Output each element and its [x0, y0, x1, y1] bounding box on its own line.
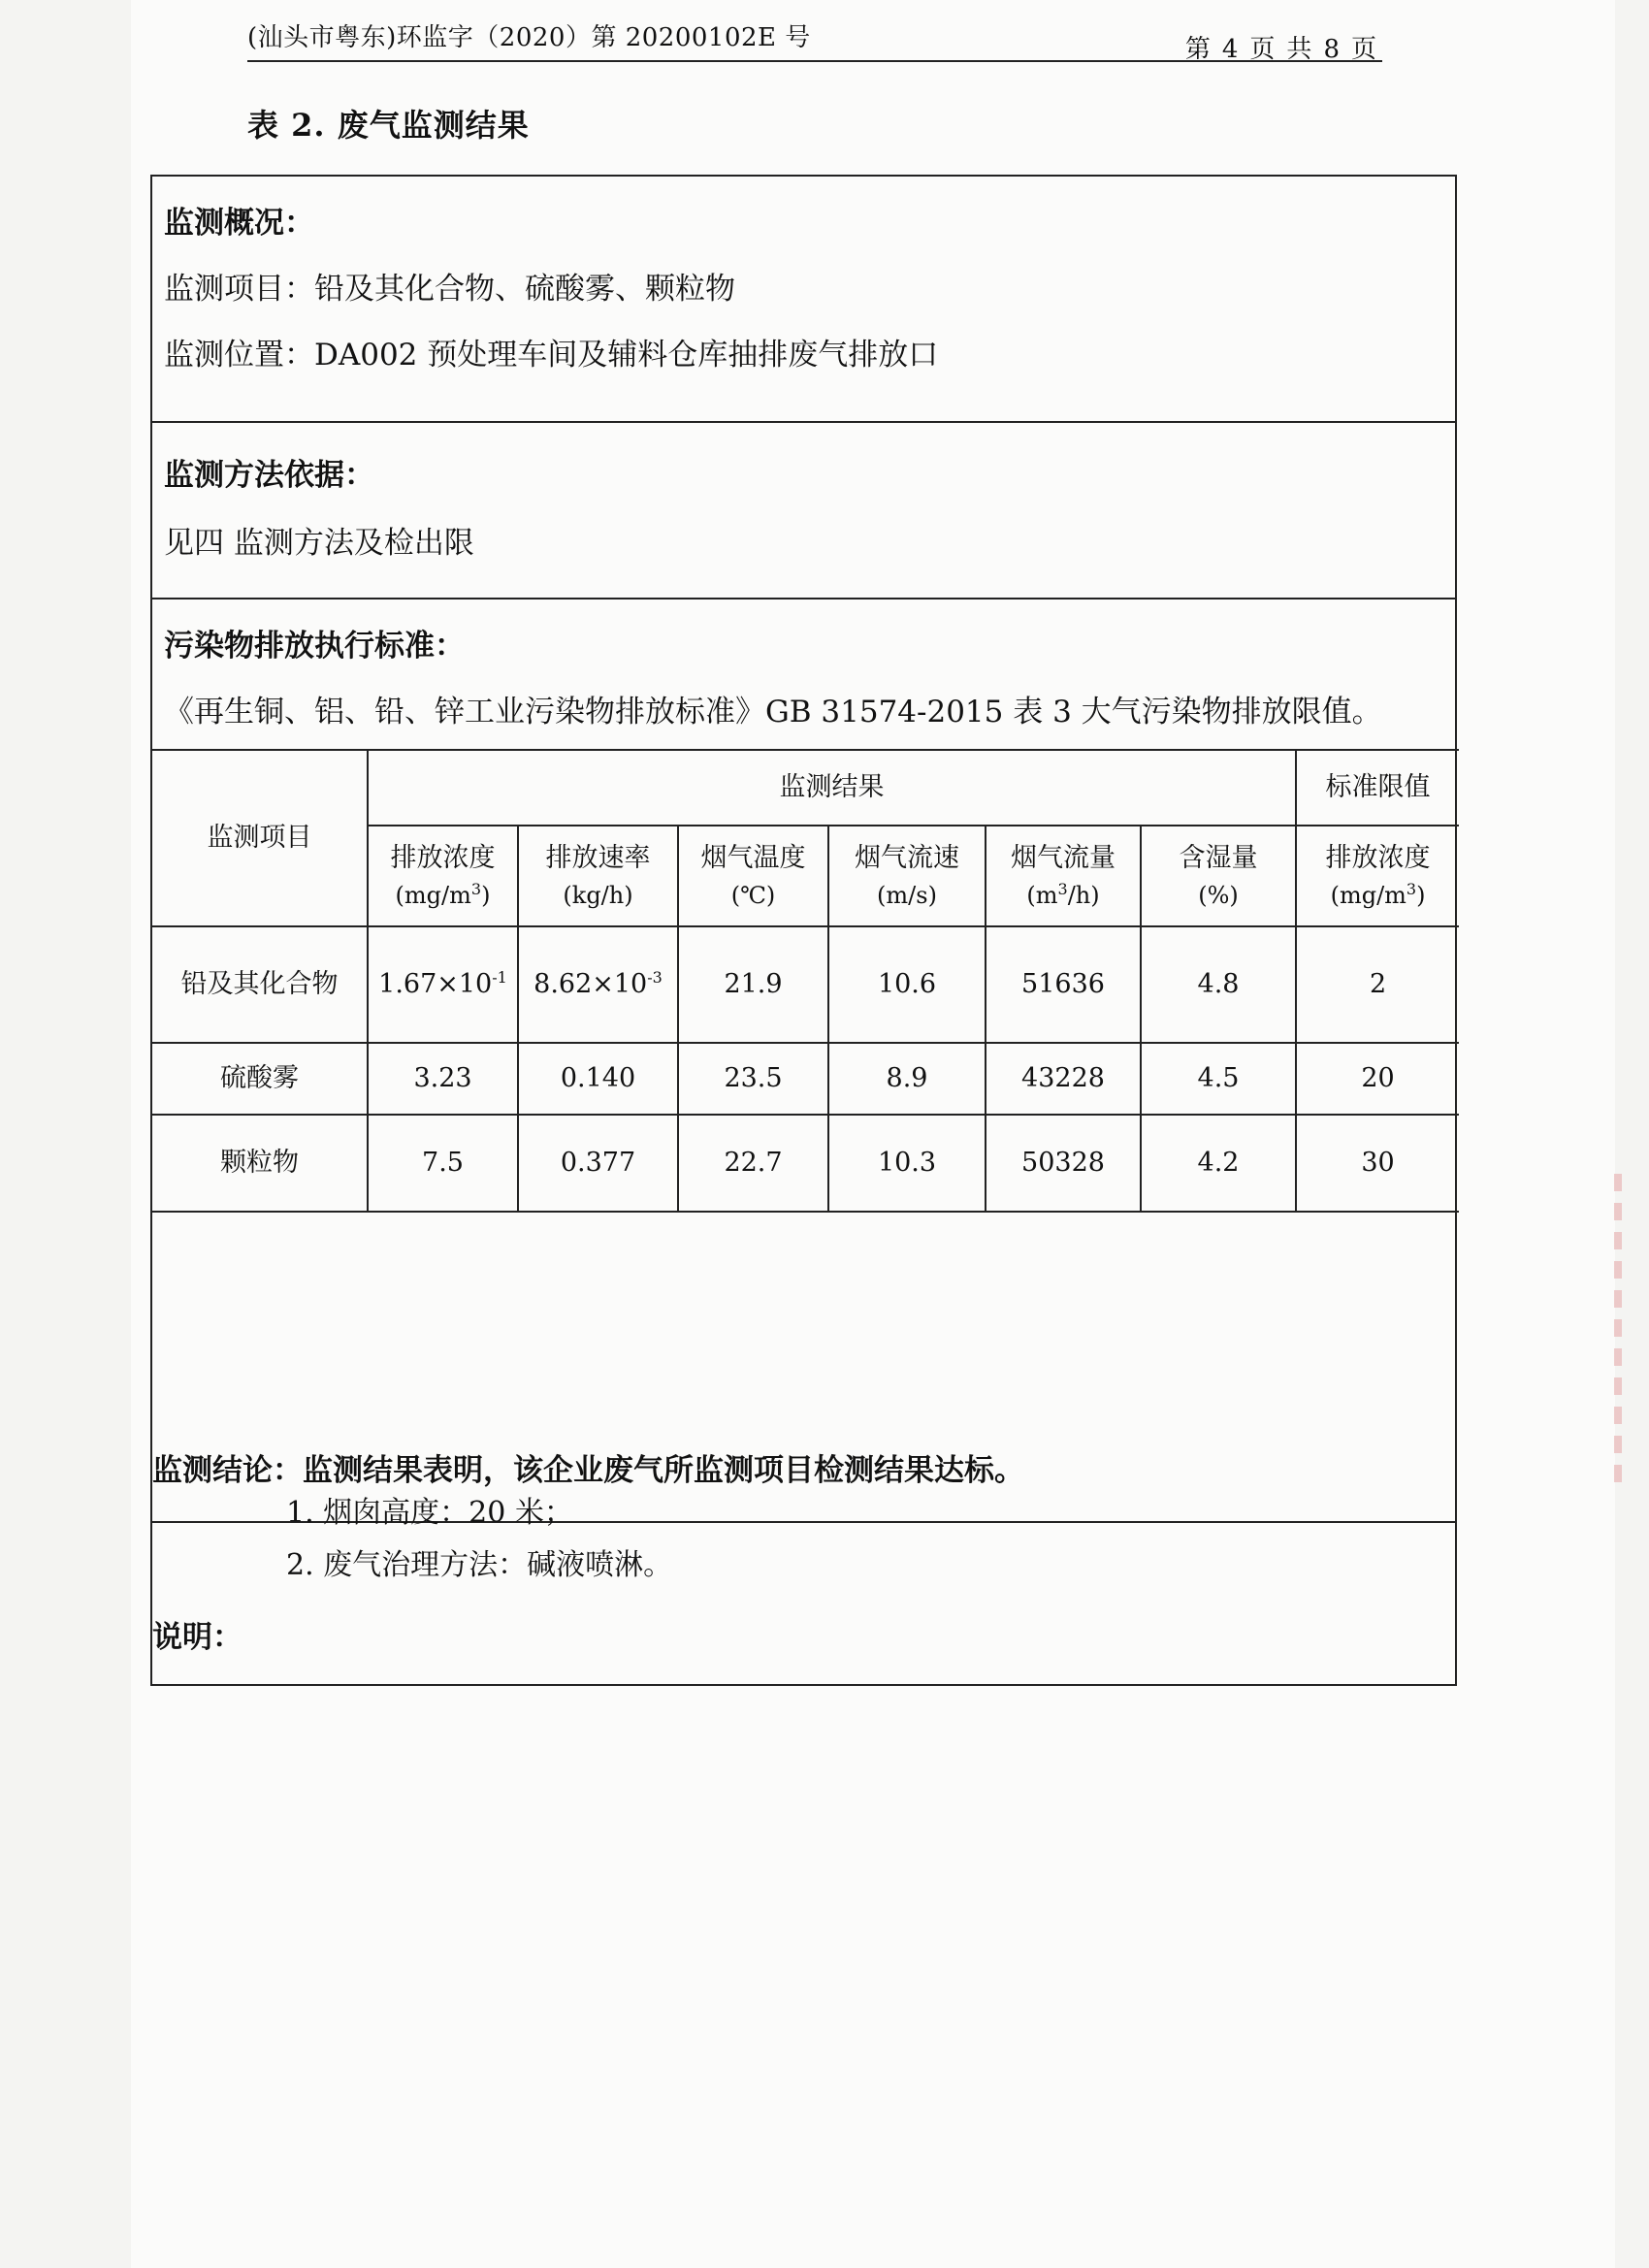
row-rate: 0.377: [518, 1115, 678, 1212]
table-row: [152, 1115, 1459, 1212]
red-stamp-edge: [1614, 1174, 1622, 1484]
row-item: 硫酸雾: [152, 1043, 368, 1115]
overview-label: 监测概况：: [164, 206, 314, 241]
row-velocity: 10.3: [828, 1115, 986, 1212]
results-frame: [150, 175, 1457, 1686]
header-velocity: 烟气流速 (m/s): [828, 826, 986, 926]
note-item: 1. 烟囱高度：20 米；: [286, 1496, 573, 1530]
standard-text: 《再生铜、铝、铅、锌工业污染物排放标准》GB 31574-2015 表 3 大气污染物排放限值。: [164, 695, 1382, 729]
row-temperature: 23.5: [678, 1043, 828, 1115]
header-flow: 烟气流量 $(m^3/h)$: [986, 826, 1141, 926]
row-item: 颗粒物: [152, 1115, 368, 1212]
table-title: 表 2. 废气监测结果: [247, 107, 530, 144]
document-number: (汕头市粤东)环监字（2020）第 20200102E 号: [247, 23, 811, 52]
header-limit-concentration: 排放浓度 $(mg/m^3)$: [1296, 826, 1459, 926]
row-moisture: 4.8: [1141, 926, 1296, 1043]
row-rate: $8.62\times 10^{-3}$: [518, 926, 678, 1043]
notes-label: 说明：: [152, 1620, 242, 1655]
row-moisture: 4.2: [1141, 1115, 1296, 1212]
page-header: [247, 14, 1382, 62]
header-limit-group: 标准限值: [1296, 750, 1459, 826]
row-limit: 30: [1296, 1115, 1459, 1212]
row-concentration: 7.5: [368, 1115, 518, 1212]
page-indicator: 第 4 页 共 8 页: [1184, 35, 1376, 64]
row-flow: 43228: [986, 1043, 1141, 1115]
method-text: 见四 监测方法及检出限: [164, 526, 474, 561]
method-section: [152, 423, 1455, 599]
row-velocity: 8.9: [828, 1043, 986, 1115]
table-row: [152, 1043, 1459, 1115]
row-rate: 0.140: [518, 1043, 678, 1115]
header-rate: 排放速率 (kg/h): [518, 826, 678, 926]
monitoring-items: 监测项目：铅及其化合物、硫酸雾、颗粒物: [164, 272, 735, 307]
row-flow: 50328: [986, 1115, 1141, 1212]
row-temperature: 22.7: [678, 1115, 828, 1212]
row-concentration: $1.67\times 10^{-1}$: [368, 926, 518, 1043]
monitoring-location: 监测位置：DA002 预处理车间及辅料仓库抽排废气排放口: [164, 338, 939, 373]
conclusion-text: 监测结论：监测结果表明，该企业废气所监测项目检测结果达标。: [152, 1453, 1024, 1488]
standard-section: [152, 599, 1455, 749]
overview-section: [152, 177, 1455, 423]
header-moisture: 含湿量 (%): [1141, 826, 1296, 926]
standard-label: 污染物排放执行标准：: [164, 629, 465, 664]
header-results-group: 监测结果: [368, 750, 1296, 826]
header-concentration: 排放浓度 $(mg/m^3)$: [368, 826, 518, 926]
row-concentration: 3.23: [368, 1043, 518, 1115]
row-limit: 20: [1296, 1043, 1459, 1115]
row-flow: 51636: [986, 926, 1141, 1043]
header-item: 监测项目: [152, 750, 368, 926]
row-temperature: 21.9: [678, 926, 828, 1043]
table-row: [152, 926, 1459, 1043]
results-table: [152, 749, 1459, 1213]
method-label: 监测方法依据：: [164, 458, 374, 493]
row-limit: 2: [1296, 926, 1459, 1043]
note-item: 2. 废气治理方法：碱液喷淋。: [286, 1548, 673, 1582]
row-velocity: 10.6: [828, 926, 986, 1043]
row-item: 铅及其化合物: [152, 926, 368, 1043]
header-temperature: 烟气温度 (℃): [678, 826, 828, 926]
row-moisture: 4.5: [1141, 1043, 1296, 1115]
